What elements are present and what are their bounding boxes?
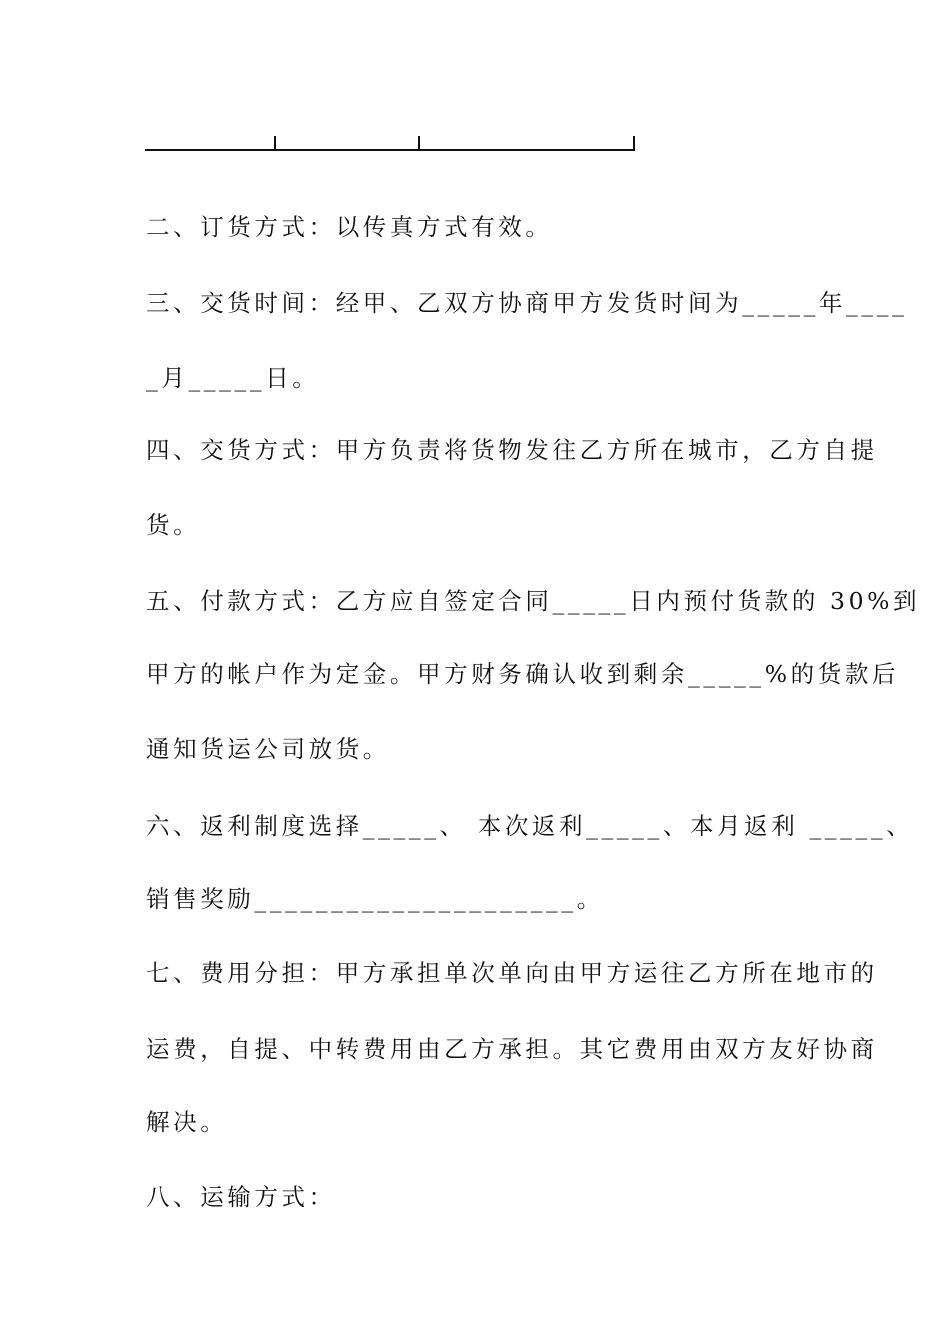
clause-5-payment-method: 五、付款方式：乙方应自签定合同_____日内预付货款的 30%到 bbox=[146, 587, 921, 615]
clause-5-payment-method-cont2: 通知货运公司放货。 bbox=[146, 735, 390, 763]
clause-4-delivery-method-cont: 货。 bbox=[146, 511, 201, 539]
table-cell-divider bbox=[633, 136, 635, 151]
clause-3-delivery-time-cont: _月_____日。 bbox=[146, 364, 320, 392]
table-bottom-border bbox=[145, 136, 637, 152]
clause-6-rebate-system-cont: 销售奖励_____________________。 bbox=[146, 885, 604, 913]
clause-3-delivery-time: 三、交货时间：经甲、乙双方协商甲方发货时间为_____年____ bbox=[146, 289, 908, 317]
clause-8-transport-method: 八、运输方式： bbox=[146, 1183, 336, 1211]
clause-6-rebate-system: 六、返利制度选择_____、 本次返利_____、本月返利 _____、 bbox=[146, 812, 914, 840]
clause-5-payment-method-cont: 甲方的帐户作为定金。甲方财务确认收到剩余_____%的货款后 bbox=[146, 660, 900, 688]
clause-7-cost-sharing-cont: 运费，自提、中转费用由乙方承担。其它费用由双方友好协商 bbox=[146, 1035, 878, 1063]
table-bottom-line bbox=[145, 149, 635, 151]
table-cell-divider bbox=[274, 136, 276, 151]
clause-7-cost-sharing: 七、费用分担：甲方承担单次单向由甲方运往乙方所在地市的 bbox=[146, 959, 878, 987]
table-cell-divider bbox=[418, 136, 420, 151]
clause-2-ordering-method: 二、订货方式：以传真方式有效。 bbox=[146, 213, 553, 241]
clause-7-cost-sharing-cont2: 解决。 bbox=[146, 1108, 228, 1136]
clause-4-delivery-method: 四、交货方式：甲方负责将货物发往乙方所在城市，乙方自提 bbox=[146, 436, 878, 464]
